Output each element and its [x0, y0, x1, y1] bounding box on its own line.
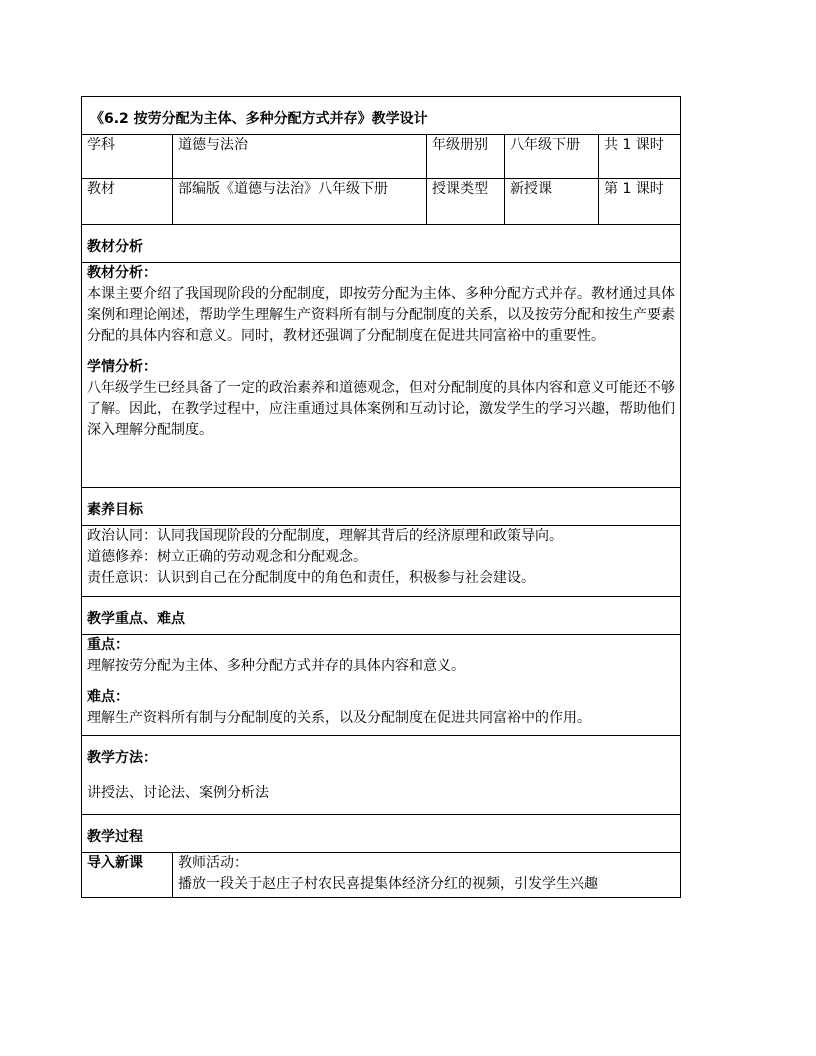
activity-label: 教师活动：	[178, 855, 248, 871]
textbook-analysis-text: 本课主要介绍了我国现阶段的分配制度，即按劳分配为主体、多种分配方式并存。教材通过具体案例和理论阐述，帮助学生理解生产资料所有制与分配制度的关系，以及按劳分配和按生产要素分配的具体内容和意义。同时，教材还强调了分配制度在促进共同富裕中的重要性。	[87, 286, 675, 344]
goals-heading: 素养目标	[82, 488, 681, 526]
difficulty-text: 理解生产资料所有制与分配制度的关系，以及分配制度在促进共同富裕中的作用。	[87, 710, 591, 726]
textbook-analysis-section	[82, 263, 681, 488]
process-activity	[173, 853, 681, 898]
goal-item: 责任意识：认识到自己在分配制度中的角色和责任，积极参与社会建设。	[87, 570, 535, 586]
process-heading: 教学过程	[82, 815, 681, 853]
key-point-subheading: 重点：	[87, 637, 129, 653]
material-label: 教材	[82, 179, 173, 225]
subject-value: 道德与法治	[173, 135, 427, 179]
methods-section	[82, 736, 681, 815]
difficulty-subheading: 难点：	[87, 689, 129, 705]
textbook-analysis-subheading: 教材分析：	[87, 265, 157, 281]
methods-text: 讲授法、讨论法、案例分析法	[87, 785, 269, 801]
grade-value: 八年级下册	[505, 135, 599, 179]
student-analysis-text: 八年级学生已经具备了一定的政治素养和道德观念，但对分配制度的具体内容和意义可能还不够了解。因此，在教学过程中，应注重通过具体案例和互动讨论，激发学生的学习兴趣，帮助他们深入理解分配制度。	[87, 380, 675, 438]
process-stage: 导入新课	[82, 853, 173, 898]
subject-label: 学科	[82, 135, 173, 179]
goal-item: 政治认同：认同我国现阶段的分配制度，理解其背后的经济原理和政策导向。	[87, 528, 563, 544]
textbook-analysis-heading: 教材分析	[82, 225, 681, 263]
document-title: 《6.2 按劳分配为主体、多种分配方式并存》教学设计	[82, 97, 681, 135]
lesson-type-label: 授课类型	[427, 179, 505, 225]
key-points-section	[82, 635, 681, 736]
activity-text: 播放一段关于赵庄子村农民喜提集体经济分红的视频，引发学生兴趣	[178, 876, 598, 892]
material-value: 部编版《道德与法治》八年级下册	[173, 179, 427, 225]
document-page	[81, 96, 680, 898]
grade-label: 年级册别	[427, 135, 505, 179]
student-analysis-subheading: 学情分析：	[87, 359, 157, 375]
lesson-type-value: 新授课	[505, 179, 599, 225]
methods-heading: 教学方法：	[87, 750, 157, 766]
lesson-number: 第 1 课时	[599, 179, 681, 225]
key-point-text: 理解按劳分配为主体、多种分配方式并存的具体内容和意义。	[87, 658, 465, 674]
key-points-heading: 教学重点、难点	[82, 597, 681, 635]
lesson-plan-table	[81, 96, 681, 898]
goals-section	[82, 526, 681, 597]
total-hours: 共 1 课时	[599, 135, 681, 179]
goal-item: 道德修养：树立正确的劳动观念和分配观念。	[87, 549, 367, 565]
